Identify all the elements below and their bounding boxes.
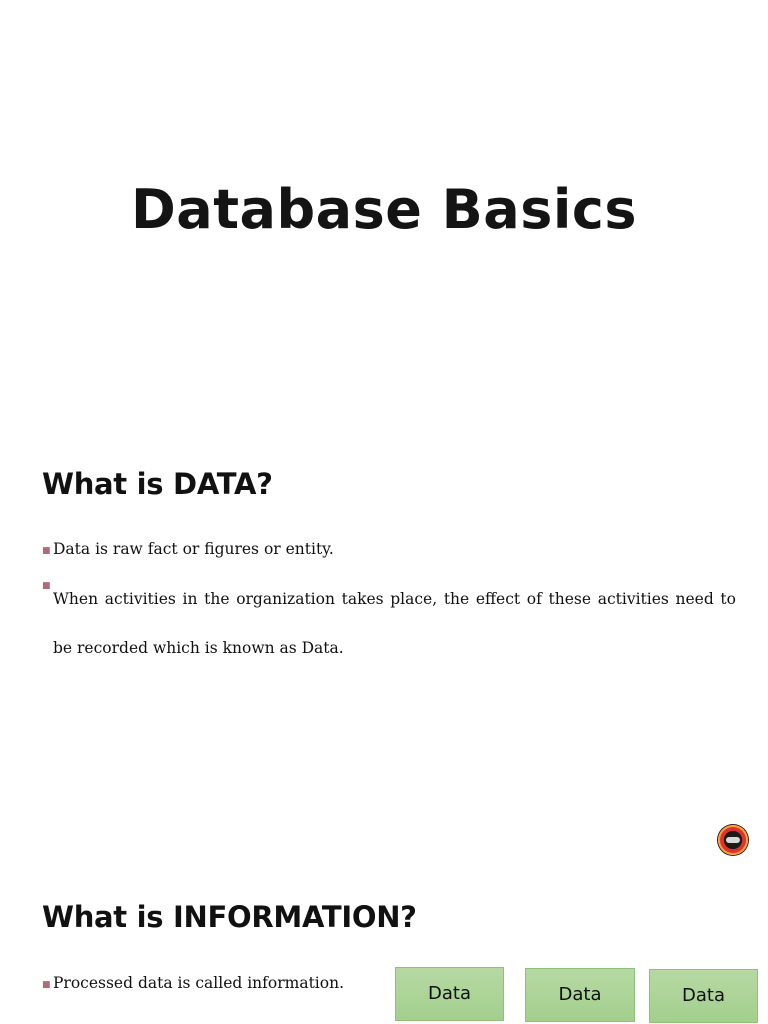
bullet-item	[42, 538, 736, 560]
data-box	[525, 968, 635, 1022]
data-box-label: Data	[682, 984, 725, 1006]
bullet-marker-icon: ■	[42, 546, 51, 556]
data-box-label: Data	[558, 983, 602, 1005]
bullet-text: Processed data is called information.	[53, 974, 344, 992]
main-title: Database Basics	[130, 178, 638, 241]
title-slide	[0, 0, 768, 430]
data-box	[395, 967, 504, 1021]
data-slide	[0, 430, 768, 860]
bullet-marker-icon: ■	[42, 581, 51, 591]
info-slide-heading: What is INFORMATION?	[42, 900, 417, 934]
bullet-marker-icon: ■	[42, 980, 51, 990]
data-box-label: Data	[428, 982, 471, 1004]
data-bullet-list	[42, 538, 736, 681]
data-slide-heading: What is DATA?	[42, 467, 273, 501]
bullet-text: When activities in the organization takes place, the effect of these activities need to be recorded which is known as Data.	[53, 590, 736, 657]
logo-glyph	[726, 837, 740, 843]
info-bullet-list	[42, 972, 372, 1022]
bullet-item	[42, 575, 736, 673]
data-box	[649, 969, 758, 1023]
bullet-item	[42, 972, 372, 994]
circular-logo-icon	[718, 825, 748, 855]
bullet-text: Data is raw fact or figures or entity.	[53, 540, 334, 558]
